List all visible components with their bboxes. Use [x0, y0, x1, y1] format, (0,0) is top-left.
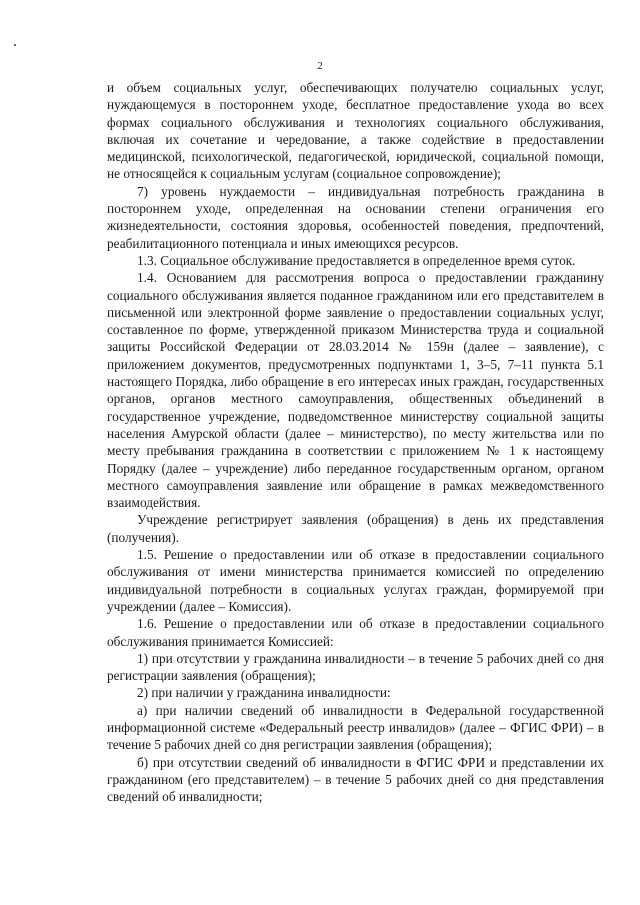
paragraph-item-2a: а) при наличии сведений об инвалидности в Федеральной государственной информационной системе «Федеральный реестр инвалидов» (далее – ФГИС ФРИ) – в течение 5 рабочих дней со дня регистрации заявления (обращения);: [107, 702, 604, 753]
document-body: [107, 79, 604, 805]
page-number: 2: [317, 60, 323, 72]
paragraph-1-5: 1.5. Решение о предоставлении или об отказе в предоставлении социального обслуживания от имени министерства принимается комиссией по определению индивидуальной потребности в социальных услугах граждан, формируемой при учреждении (далее – Комиссия).: [107, 547, 604, 614]
paragraph-1-3: 1.3. Социальное обслуживание предоставляется в определенное время суток.: [137, 252, 576, 268]
scan-speck: [14, 44, 16, 46]
paragraph-item-1: 1) при отсутствии у гражданина инвалидности – в течение 5 рабочих дней со дня регистрации заявления (обращения);: [107, 650, 604, 684]
paragraph-1-6: 1.6. Решение о предоставлении или об отказе в предоставлении социального обслуживания принимается Комиссией:: [107, 616, 604, 649]
paragraph-1-4: 1.4. Основанием для рассмотрения вопроса о предоставлении гражданину социального обслуживания является поданное гражданином или его представителем в письменной или электронной форме заявление о предоставлении социальных услуг, составленное по форме, утвержденной приказом Министерства труда и социальной защиты Российской Федерации от 28.03.2014 № 159н (далее – заявление), с приложением документов, предусмотренных подпунктами 1, 3–5, 7–11 пункта 5.1 настоящего Порядка, либо обращение в его интересах иных граждан, государственных органов, органов местного самоуправления, общественных объединений в государственное учреждение, подведомственное министерству социальной защиты населения Амурской области (далее – министерство), по месту жительства или по месту пребывания гражданина в соответствии с приложением № 1 к настоящему Порядку (далее – учреждение) либо переданное государственным органом, органом местного самоуправления заявление или обращение в рамках межведомственного взаимодействия.: [107, 270, 604, 511]
paragraph-social-services-continuation: и объем социальных услуг, обеспечивающих получателю социальных услуг, нуждающемуся в постороннем уходе, бесплатное предоставление ухода во всех формах социального обслуживания и технологиях социального обслуживания, включая их сочетание и чередование, а также содействие в предоставлении медицинской, психологической, педагогической, юридической, социальной помощи, не относящейся к социальным услугам (социальное сопровождение);: [107, 80, 604, 182]
paragraph-need-level-definition: 7) уровень нуждаемости – индивидуальная потребность гражданина в постороннем уходе, определенная на основании степени ограничения его жизнедеятельности, состояния здоровья, особенностей поведения, предпочтений, реабилитационного потенциала и иных имеющихся ресурсов.: [107, 183, 604, 251]
paragraph-registration: Учреждение регистрирует заявления (обращения) в день их представления (получения).: [107, 512, 604, 545]
paragraph-item-2b: б) при отсутствии сведений об инвалидности в ФГИС ФРИ и представлении их гражданином (его представителем) – в течение 5 рабочих дней со дня представления сведений об инвалидности;: [107, 754, 604, 805]
paragraph-item-2: 2) при наличии у гражданина инвалидности:: [137, 685, 391, 701]
